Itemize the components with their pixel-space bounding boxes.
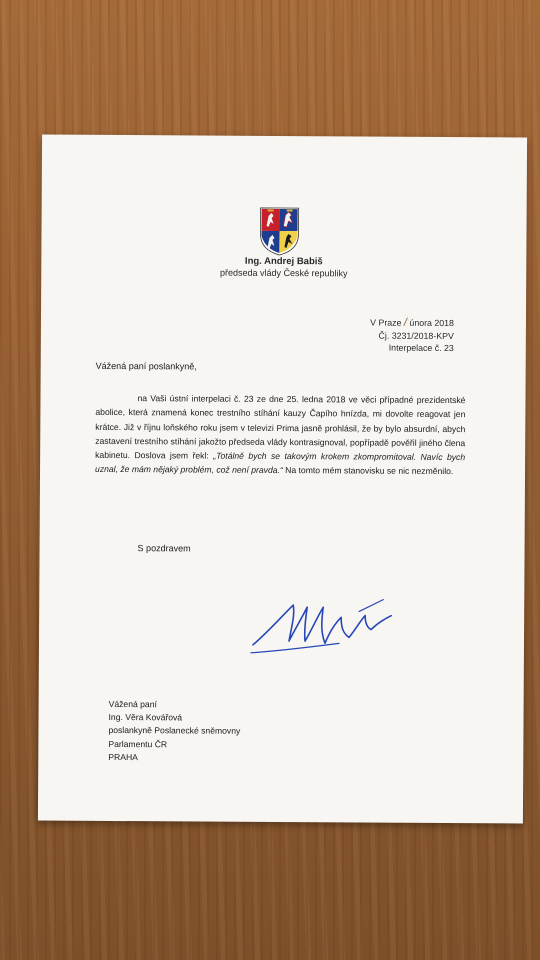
salutation: Vážená paní poslankyně, — [95, 360, 197, 372]
file-number: Čj. 3231/2018-KPV — [378, 330, 454, 341]
addressee-role: poslankyně Poslanecké sněmovny — [108, 725, 241, 737]
handwritten-signature — [249, 593, 414, 659]
date-line — [370, 317, 454, 330]
body-outro: Na tomto mém stanovisku se nic nezměnilo. — [282, 465, 454, 477]
addressee-city: PRAHA — [108, 751, 138, 762]
body-quote: „Totálně bych se takovým krokem zkompromitoval. Navíc bych uznal, že mám nějaký problém, což není pravda.“ — [95, 450, 466, 476]
date-suffix: února 2018 — [409, 317, 454, 329]
reference-block — [370, 317, 454, 355]
sender-name: Ing. Andrej Babiš — [244, 255, 323, 268]
place-prefix: V Praze — [370, 317, 402, 328]
letter-body — [95, 391, 466, 479]
addressee-block — [108, 698, 240, 765]
sender-title: předseda vlády České republiky — [219, 267, 348, 279]
letter-paper — [38, 135, 527, 824]
addressee-name: Ing. Věra Kovářová — [108, 712, 183, 723]
addressee-institution: Parlamentu ČR — [108, 738, 168, 749]
addressee-line: Vážená paní — [108, 698, 157, 710]
closing: S pozdravem — [137, 543, 191, 554]
body-intro: na Vaši ústní interpelaci č. 23 ze dne 25. ledna 2018 ve věci případné prezidentské abolice, která znamená konec trestního stíhání kauzy Čapího hnízda, mi dovolte reagovat jen krátce. Již v říjnu loňského roku jsem v televizi Prima jasně prohlásil, že by bylo absurdní, abych zastavení trestního stíhání jakožto předseda vlády kontrasignoval, popřípadě pověřil jiného člena kabinetu. Doslova jsem řekl: — [95, 393, 466, 461]
czech-coat-of-arms-icon — [258, 206, 300, 256]
handwritten-day-mark: / — [403, 316, 408, 329]
interpellation-number: Interpelace č. 23 — [388, 342, 454, 354]
